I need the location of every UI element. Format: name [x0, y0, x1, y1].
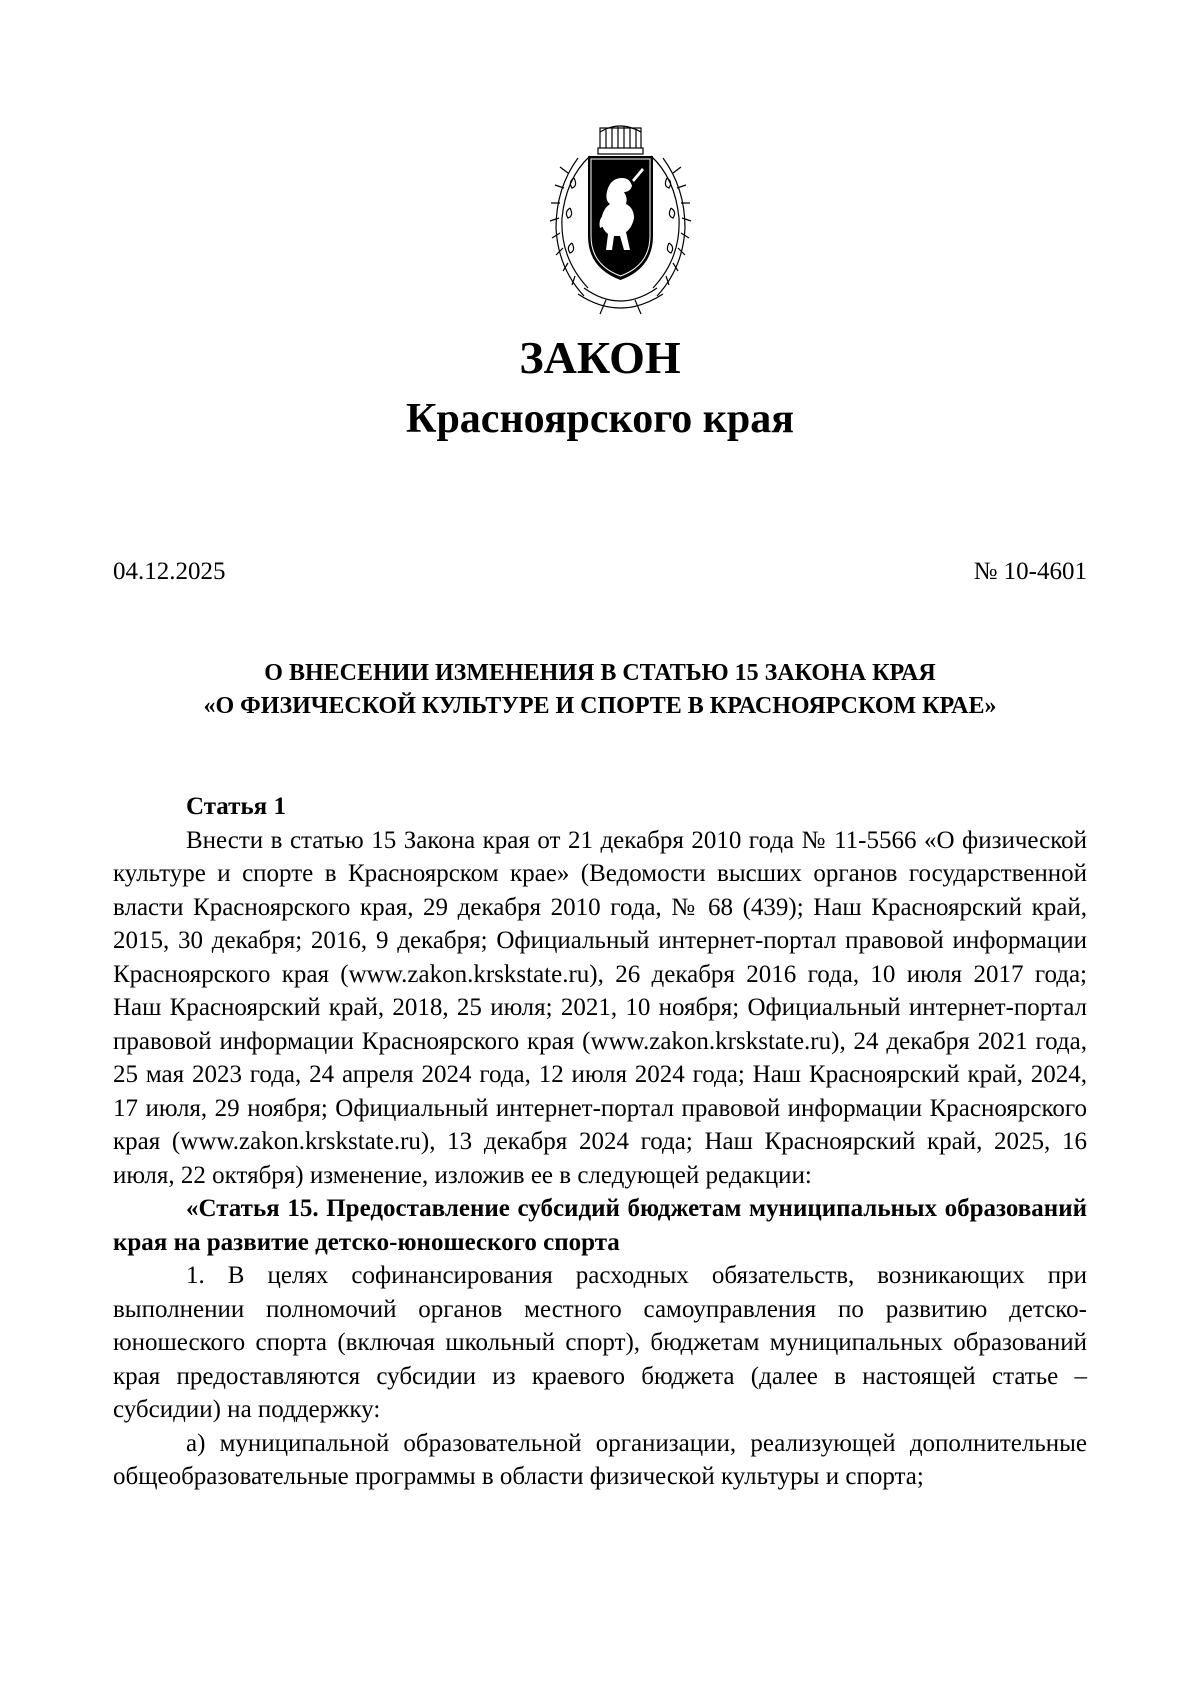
document-subtitle: Красноярского края	[405, 396, 795, 442]
document-date: 04.12.2025	[113, 558, 226, 585]
article-15-point-a: а) муниципальной образовательной организации, реализующей дополнительные общеобразовательные программы в области физической культуры и спорта;	[113, 1429, 1087, 1490]
document-body	[113, 790, 1087, 1494]
law-heading-line-1: О ВНЕСЕНИИ ИЗМЕНЕНИЯ В СТАТЬЮ 15 ЗАКОНА КРАЯ	[264, 660, 936, 686]
document-number: № 10-4601	[973, 558, 1087, 585]
law-heading	[113, 657, 1087, 723]
law-heading-line-2: «О ФИЗИЧЕСКОЙ КУЛЬТУРЕ И СПОРТЕ В КРАСНОЯРСКОМ КРАЕ»	[203, 693, 997, 719]
document-title: ЗАКОН	[519, 332, 681, 383]
article-1-text: Внести в статью 15 Закона края от 21 декабря 2010 года № 11-5566 «О физической культуре и спорте в Красноярском крае» (Ведомости высших органов государственной власти Красноярского края, 29 декабря 2010 года, № 68 (439); Наш Красноярский край, 2015, 30 декабря; 2016, 9 декабря; Официальный интернет-портал правовой информации Красноярского края (www.zakon.krskstate.ru), 26 декабря 2016 года, 10 июля 2017 года; Наш Красноярский край, 2018, 25 июля; 2021, 10 ноября; Официальный интернет-портал правовой информации Красноярского края (www.zakon.krskstate.ru), 24 декабря 2021 года, 25 мая 2023 года, 24 апреля 2024 года, 12 июля 2024 года; Наш Красноярский край, 2024, 17 июля, 29 ноября; Официальный интернет-портал правовой информации Красноярского края (www.zakon.krskstate.ru), 13 декабря 2024 года; Наш Красноярский край, 2025, 16 июля, 22 октября) изменение, изложив ее в следующей редакции:	[113, 826, 1087, 1189]
article-1-title: Статья 1	[186, 793, 286, 820]
article-15-point-1: 1. В целях софинансирования расходных обязательств, возникающих при выполнении полномочий органов местного самоуправления по развитию детско-юношеского спорта (включая школьный спорт), бюджетам муниципальных образований края предоставляются субсидии из краевого бюджета (далее в настоящей статье – субсидии) на поддержку:	[113, 1262, 1087, 1423]
coat-of-arms-emblem	[548, 118, 693, 318]
article-15-title: «Статья 15. Предоставление субсидий бюджетам муниципальных образований края на развитие детско-юношеского спорта	[113, 1195, 1087, 1256]
